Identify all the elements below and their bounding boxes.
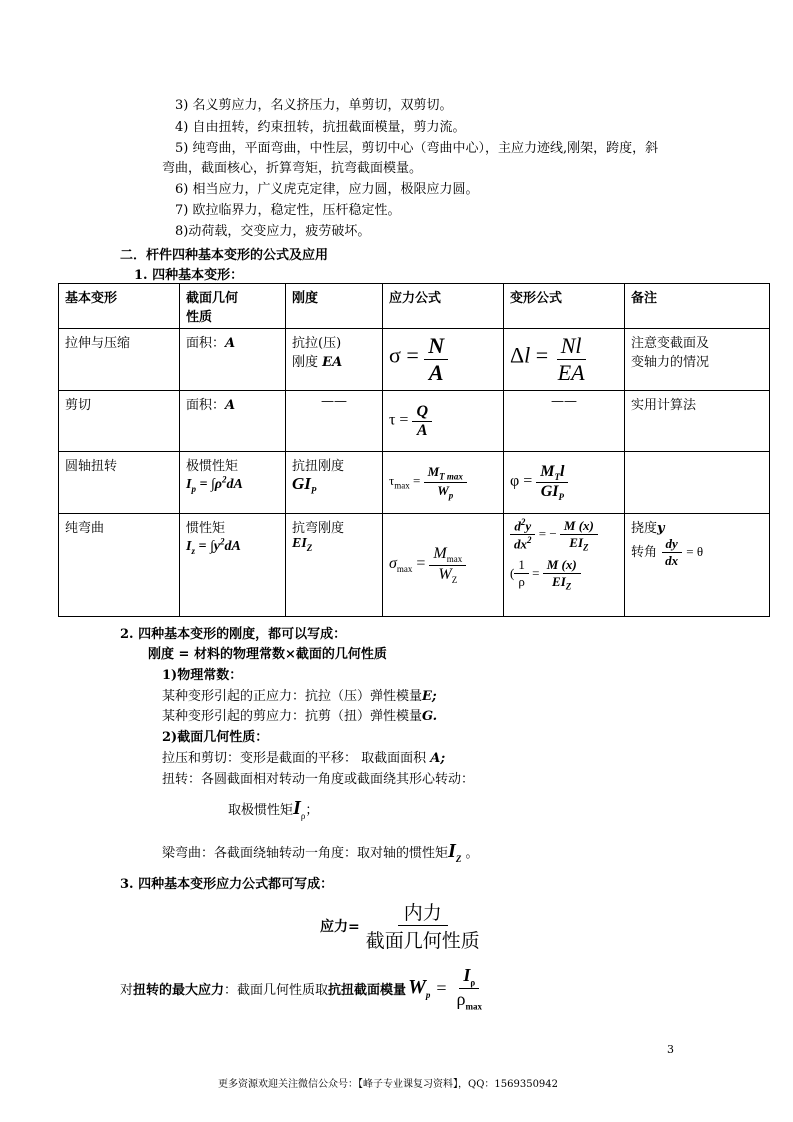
fraction: $\frac{M (x)}{EI_Z}$ <box>560 518 598 553</box>
table-cell: 纯弯曲 <box>59 514 180 617</box>
fraction: $\frac{M_Tl}{GI_P}$ <box>536 463 568 502</box>
table-row <box>59 452 770 514</box>
table-cell: 实用计算法 <box>625 391 770 452</box>
paragraph-line: 扭转：各圆截面相对转动一角度或截面绕其形心转动： <box>162 772 475 787</box>
fraction: $\frac{M_{max}}{W_Z}$ <box>429 545 466 584</box>
list-item: 8)动荷载，交变应力，疲劳破坏。 <box>175 224 371 239</box>
torsion-max-stress-line: 对 扭转的最大应力 ：截面几何性质取 抗扭截面模量 $W_p$ = $\frac{I_\rho}{\rho_{max}}$ <box>120 965 486 1011</box>
formula-cell: $\tau_{max}$ = $\frac{M_{T max}}{W_p}$ <box>383 452 504 514</box>
paragraph-line: 某种变形引起的正应力：抗拉（压）弹性模量E; <box>162 689 437 704</box>
table-header-row <box>59 284 770 329</box>
formula-cell: φ = $\frac{M_Tl}{GI_P}$ <box>504 452 625 514</box>
table-row <box>59 329 770 391</box>
table-cell: 面积：A <box>180 329 286 391</box>
list-item: 弯曲，截面核心，折算弯矩，抗弯截面模量。 <box>162 161 423 176</box>
table-cell: 抗拉(压) 刚度 EA <box>286 329 383 391</box>
header-cell: 刚度 <box>286 284 383 329</box>
header-cell: 截面几何 性质 <box>180 284 286 329</box>
list-item: 6) 相当应力，广义虎克定律，应力圆，极限应力圆。 <box>175 182 479 197</box>
paragraph-line: 拉压和剪切：变形是截面的平移： 取截面面积 A; <box>162 751 446 766</box>
section-heading: 二．杆件四种基本变形的公式及应用 <box>120 248 329 263</box>
fraction: $\frac{\text{内力}}{\text{截面几何性质}}$ <box>360 898 486 953</box>
subsection-heading: 1)物理常数： <box>162 668 243 683</box>
table-cell: —— <box>504 391 625 452</box>
stiffness-formula-text: 刚度 = 材料的物理常数×截面的几何性质 <box>148 647 387 662</box>
header-cell: 应力公式 <box>383 284 504 329</box>
paragraph-line: 取极惯性矩$I_\rho$； <box>228 797 319 821</box>
polar-inertia-symbol: $I_\rho$ <box>293 797 306 821</box>
formula-cell: τ = $\frac{Q}{A}$ <box>383 391 504 452</box>
fraction: $\frac{M_{T max}}{W_p}$ <box>424 464 467 500</box>
fraction: $\frac{1}{\rho}$ <box>514 557 529 590</box>
table-cell: 面积：A <box>180 391 286 452</box>
footer-text: 更多资源欢迎关注微信公众号：【峰子专业课复习资料】，QQ：1569350942 <box>218 1079 559 1090</box>
formula-cell: σ = $\frac{N}{A}$ <box>383 329 504 391</box>
deformation-table <box>58 283 770 617</box>
formula-cell: $\sigma_{max}$ = $\frac{M_{max}}{W_Z}$ <box>383 514 504 617</box>
table-cell: 极惯性矩 $I_p = \int\rho^2dA$ <box>180 452 286 514</box>
formula-cell: $\frac{d^2y}{dx^2}$ = − $\frac{M (x)}{EI_Z}$ ( $\frac{1}{\rho}$ = $\frac{M (x)}{EI_Z}$ <box>504 514 625 617</box>
subsection-heading: 3. 四种基本变形应力公式都可写成： <box>120 877 334 892</box>
subsection-heading: 2. 四种基本变形的刚度，都可以写成： <box>120 627 347 642</box>
header-cell: 变形公式 <box>504 284 625 329</box>
fraction: $\frac{d^2y}{dx^2}$ <box>510 517 536 553</box>
polar-inertia-formula: $I_p = \int\rho^2dA$ <box>186 474 243 494</box>
torsional-stiffness-formula: $GI_P$ <box>292 474 317 496</box>
table-cell: 注意变截面及 变轴力的情况 <box>625 329 770 391</box>
fraction: $\frac{dy}{dx}$ <box>661 536 682 569</box>
table-cell: 拉伸与压缩 <box>59 329 180 391</box>
bending-stiffness-formula: $EI_Z$ <box>292 536 313 553</box>
table-cell: 挠度y 转角 $\frac{dy}{dx}$ = θ <box>625 514 770 617</box>
list-item: 3) 名义剪应力，名义挤压力，单剪切，双剪切。 <box>175 98 453 113</box>
table-cell: 圆轴扭转 <box>59 452 180 514</box>
fraction: $\frac{M (x)}{EI_Z}$ <box>543 557 581 592</box>
table-cell: 抗扭刚度 $GI_P$ <box>286 452 383 514</box>
stress-general-formula: 应力= $\frac{\text{内力}}{\text{截面几何性质}}$ <box>320 898 486 953</box>
inertia-formula: $I_z = \int y^2dA$ <box>186 536 241 556</box>
subsection-heading: 2)截面几何性质： <box>162 730 269 745</box>
fraction: $\frac{Q}{A}$ <box>412 403 432 440</box>
table-cell: 惯性矩 $I_z = \int y^2dA$ <box>180 514 286 617</box>
paragraph-line: 梁弯曲：各截面绕轴转动一角度：取对轴的惯性矩$I_Z$ 。 <box>162 840 479 864</box>
list-item: 7) 欧拉临界力，稳定性，压杆稳定性。 <box>175 203 401 218</box>
table-row <box>59 514 770 617</box>
fraction: $\frac{Nl}{EA}$ <box>557 333 585 385</box>
table-cell: —— <box>286 391 383 452</box>
list-item: 5) 纯弯曲，平面弯曲，中性层，剪切中心（弯曲中心），主应力迹线,刚架，跨度，斜 <box>175 141 659 156</box>
table-cell: 抗弯刚度 $EI_Z$ <box>286 514 383 617</box>
table-cell <box>625 452 770 514</box>
table-row <box>59 391 770 452</box>
paragraph-line: 某种变形引起的剪应力：抗剪（扭）弹性模量G. <box>162 709 438 724</box>
list-item: 4) 自由扭转，约束扭转，抗扭截面模量，剪力流。 <box>175 120 466 135</box>
formula-cell: Δl = $\frac{Nl}{EA}$ <box>504 329 625 391</box>
page-number: 3 <box>667 1043 674 1056</box>
subsection-heading: 1. 四种基本变形： <box>134 268 244 283</box>
fraction: $\frac{N}{A}$ <box>424 333 448 386</box>
fraction: $\frac{I_\rho}{\rho_{max}}$ <box>456 965 482 1012</box>
header-cell: 备注 <box>625 284 770 329</box>
inertia-symbol: $I_Z$ <box>448 840 462 864</box>
header-cell: 基本变形 <box>59 284 180 329</box>
table-cell: 剪切 <box>59 391 180 452</box>
section-modulus-symbol: $W_p$ <box>408 976 431 1001</box>
